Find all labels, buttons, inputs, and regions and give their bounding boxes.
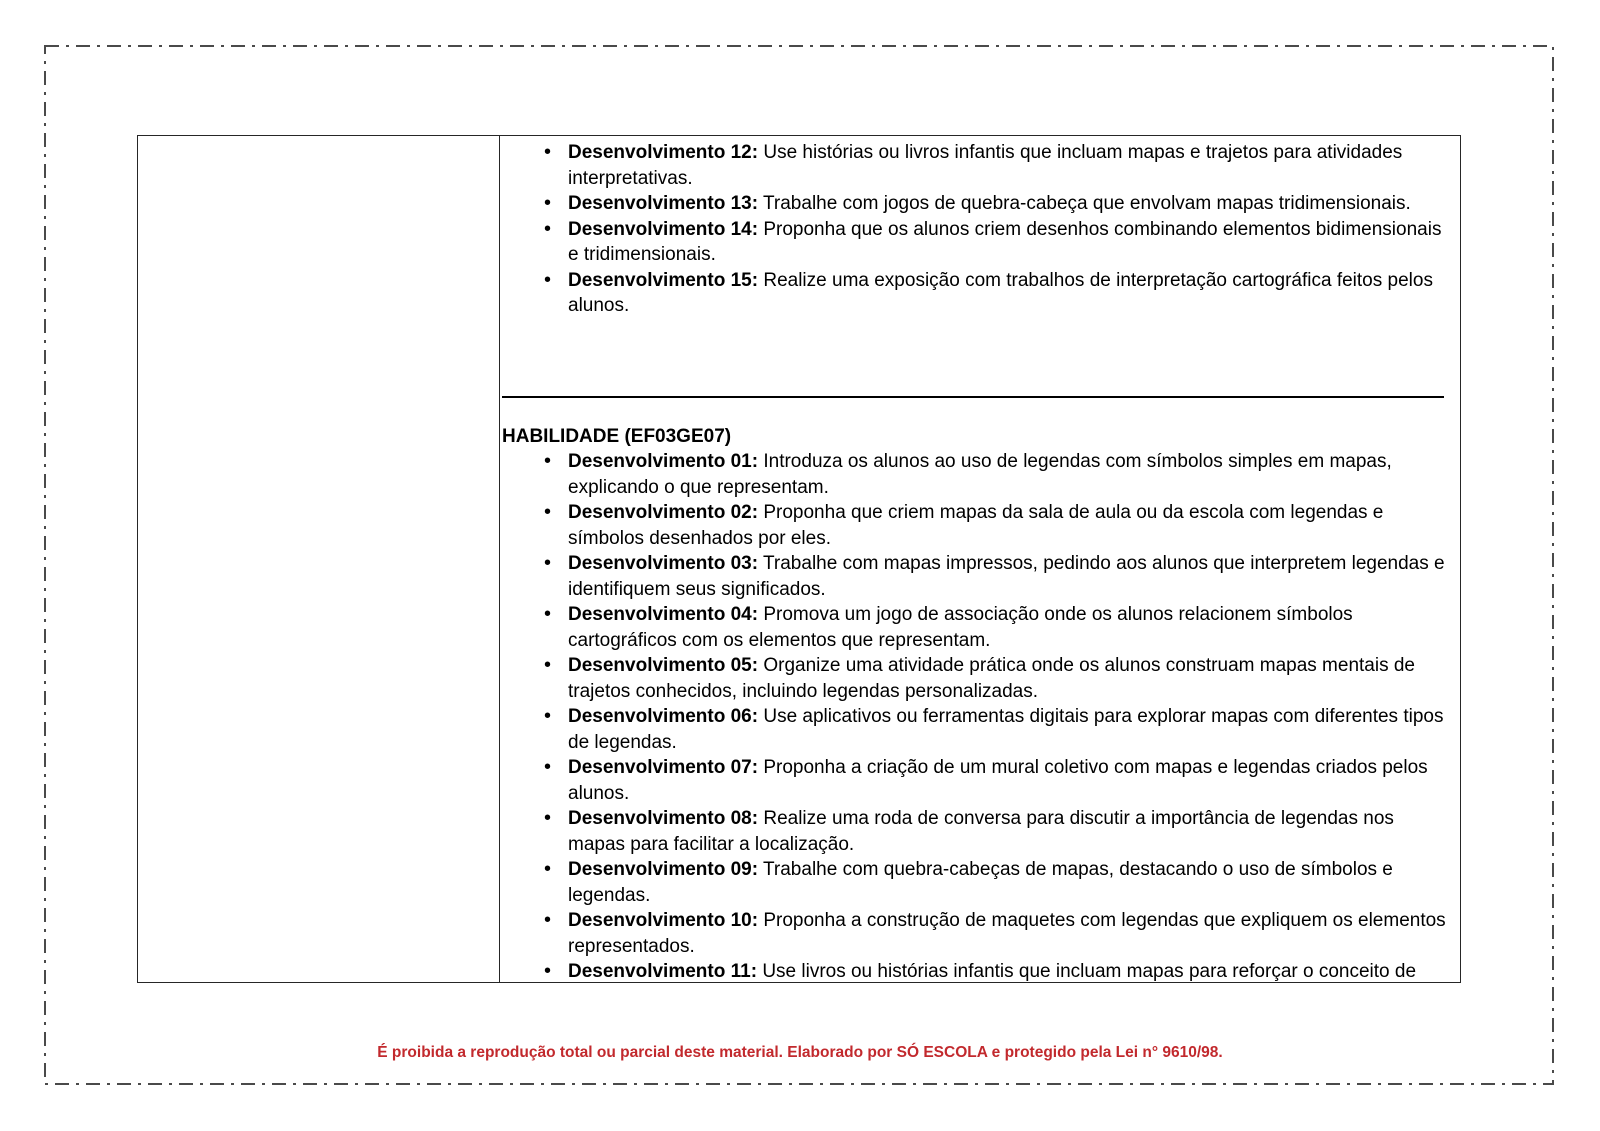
item-label: Desenvolvimento 15:: [568, 269, 759, 291]
list-item: [502, 140, 1450, 191]
bullet-icon: •: [544, 141, 552, 163]
item-text: Proponha que criem mapas da sala de aula ou da escola com legendas e símbolos desenhados por eles.: [568, 502, 1384, 549]
list-item: [502, 857, 1450, 908]
list-item: [502, 191, 1450, 217]
item-label: Desenvolvimento 07:: [568, 757, 759, 778]
table-left-column-empty: [138, 136, 500, 982]
item-label: Desenvolvimento 01:: [568, 451, 759, 472]
bullet-icon: •: [544, 654, 552, 676]
item-text: Use livros ou histórias infantis que incluam mapas para reforçar o conceito de: [762, 961, 1417, 982]
item-text: Proponha que os alunos criem desenhos combinando elementos bidimensionais e tridimensionais.: [568, 218, 1442, 265]
bullet-icon: •: [544, 268, 552, 291]
item-text: Proponha a criação de um mural coletivo com mapas e legendas criados pelos alunos.: [568, 757, 1428, 804]
item-label: Desenvolvimento 02:: [568, 502, 759, 523]
bullet-icon: •: [544, 450, 552, 472]
item-text: Proponha a construção de maquetes com legendas que expliquem os elementos representados.: [568, 910, 1446, 957]
item-label: Desenvolvimento 04:: [568, 604, 759, 625]
item-label: Desenvolvimento 12:: [568, 142, 759, 163]
item-text: Use histórias ou livros infantis que incluam mapas e trajetos para atividades interpretativas.: [568, 142, 1403, 189]
list-item: [502, 959, 1450, 982]
item-text: Realize uma exposição com trabalhos de interpretação cartográfica feitos pelos alunos.: [568, 269, 1433, 316]
item-label: Desenvolvimento 05:: [568, 655, 759, 676]
section-divider-line: [502, 396, 1444, 398]
bullet-icon: •: [544, 909, 552, 931]
content-table: [137, 135, 1461, 983]
item-text: Use aplicativos ou ferramentas digitais para explorar mapas com diferentes tipos de legendas.: [568, 706, 1444, 753]
list-item: [502, 500, 1450, 551]
list-item: [502, 704, 1450, 755]
item-text: Realize uma roda de conversa para discutir a importância de legendas nos mapas para facilitar a localização.: [568, 808, 1394, 855]
item-text: Trabalhe com quebra-cabeças de mapas, destacando o uso de símbolos e legendas.: [568, 859, 1393, 906]
list-item: [502, 449, 1450, 500]
bullet-icon: •: [544, 552, 552, 574]
item-text: Introduza os alunos ao uso de legendas com símbolos simples em mapas, explicando o que representam.: [568, 451, 1392, 498]
bullet-icon: •: [544, 217, 552, 240]
item-label: Desenvolvimento 13:: [568, 193, 759, 214]
development-list-habilidade: [502, 449, 1450, 982]
bullet-icon: •: [544, 501, 552, 523]
list-item: [502, 551, 1450, 602]
bullet-icon: •: [544, 960, 552, 982]
item-label: Desenvolvimento 11:: [568, 961, 758, 982]
list-item: [502, 602, 1450, 653]
list-item: [502, 908, 1450, 959]
item-label: Desenvolvimento 03:: [568, 553, 759, 574]
list-item: [502, 755, 1450, 806]
bullet-icon: •: [544, 756, 552, 778]
bullet-icon: •: [544, 705, 552, 727]
list-item: [502, 653, 1450, 704]
list-item: [502, 217, 1450, 268]
item-label: Desenvolvimento 06:: [568, 706, 759, 727]
habilidade-heading: HABILIDADE (EF03GE07): [502, 425, 732, 447]
bullet-icon: •: [544, 603, 552, 625]
item-label: Desenvolvimento 14:: [568, 218, 759, 240]
item-text: Trabalhe com mapas impressos, pedindo aos alunos que interpretem legendas e identifiquem seus significados.: [568, 553, 1445, 600]
item-label: Desenvolvimento 10:: [568, 910, 759, 931]
item-label: Desenvolvimento 08:: [568, 808, 759, 829]
item-text: Trabalhe com jogos de quebra-cabeça que envolvam mapas tridimensionais.: [763, 193, 1411, 214]
bullet-icon: •: [544, 192, 552, 214]
list-item: [502, 806, 1450, 857]
item-text: Organize uma atividade prática onde os alunos construam mapas mentais de trajetos conhecidos, incluindo legendas personalizadas.: [568, 655, 1415, 702]
bullet-icon: •: [544, 858, 552, 880]
development-list-top: [502, 140, 1450, 319]
item-text: Promova um jogo de associação onde os alunos relacionem símbolos cartográficos com os elementos que representam.: [568, 604, 1353, 651]
list-item: [502, 268, 1450, 319]
item-label: Desenvolvimento 09:: [568, 859, 759, 880]
bullet-icon: •: [544, 807, 552, 829]
table-right-column: [500, 136, 1460, 982]
copyright-footer: É proibida a reprodução total ou parcial deste material. Elaborado por SÓ ESCOLA e protegido pela Lei n° 9610/98.: [377, 1044, 1223, 1061]
